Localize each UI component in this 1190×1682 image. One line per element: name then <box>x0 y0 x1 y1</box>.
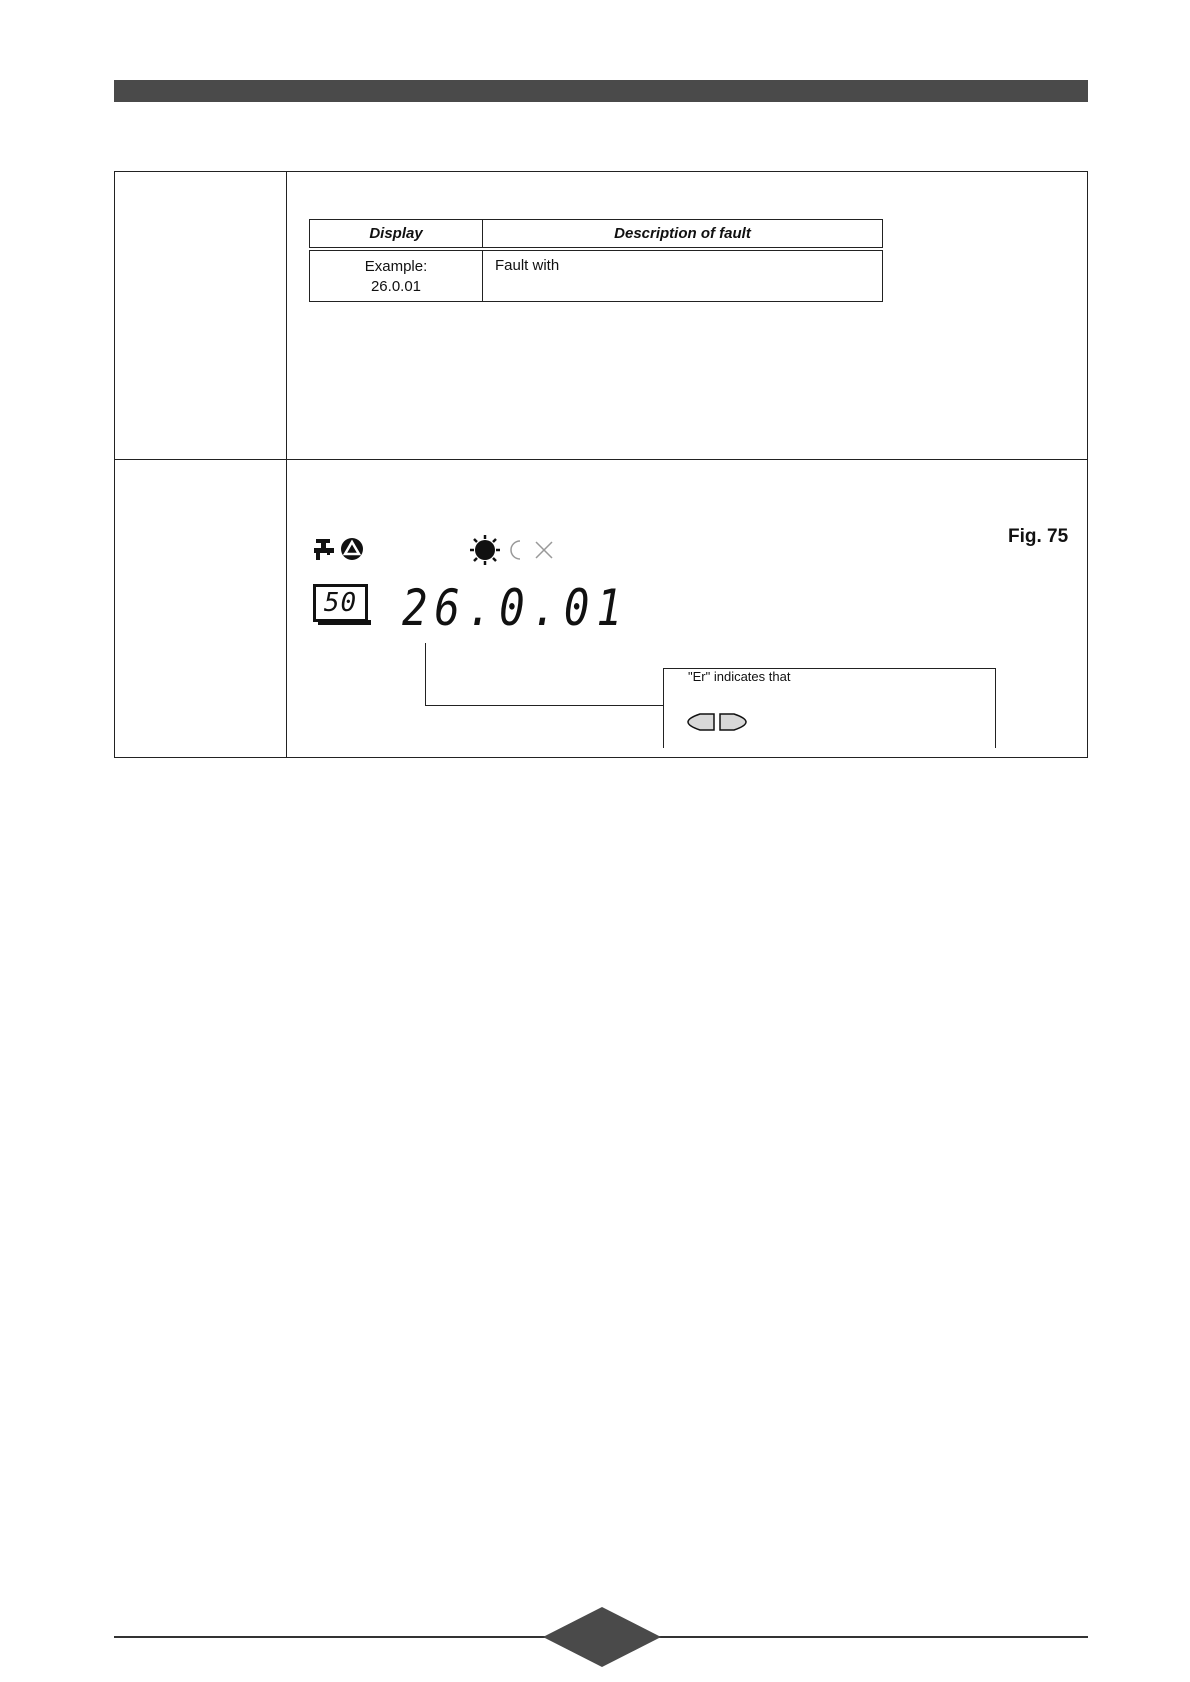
button-pair <box>686 713 750 736</box>
sun-icon <box>470 535 500 570</box>
mode-display-text: 50 <box>323 588 358 618</box>
note-text: "Er" indicates that <box>688 669 791 684</box>
cross-icon <box>532 538 556 567</box>
footer-diamond <box>543 1607 661 1672</box>
triangle-circle-icon <box>340 537 364 566</box>
mode-display-box <box>313 584 368 622</box>
display-line-1: Example: <box>364 258 428 275</box>
status-icons-right <box>470 535 556 570</box>
lcd-fault-code: 26.0.01 <box>402 579 629 637</box>
note-box <box>663 668 996 748</box>
callout-line-horizontal <box>425 705 664 706</box>
tap-icon <box>312 537 336 566</box>
column-divider <box>286 172 287 757</box>
header-bar <box>114 80 1088 102</box>
plus-button-icon <box>720 714 746 730</box>
callout-line-vertical <box>425 643 426 705</box>
figure-label: Fig. 75 <box>1008 526 1069 547</box>
fault-table <box>309 219 883 302</box>
status-icons-left <box>312 537 364 566</box>
display-line-2: 26.0.01 <box>370 278 422 295</box>
description-cell: Fault with <box>483 249 883 302</box>
header-description: Description of fault <box>483 220 883 250</box>
minus-button-icon <box>688 714 714 730</box>
table-row <box>310 249 883 302</box>
moon-icon <box>504 538 528 567</box>
header-display: Display <box>310 220 483 250</box>
display-cell <box>310 249 483 302</box>
row-divider <box>115 459 1087 460</box>
